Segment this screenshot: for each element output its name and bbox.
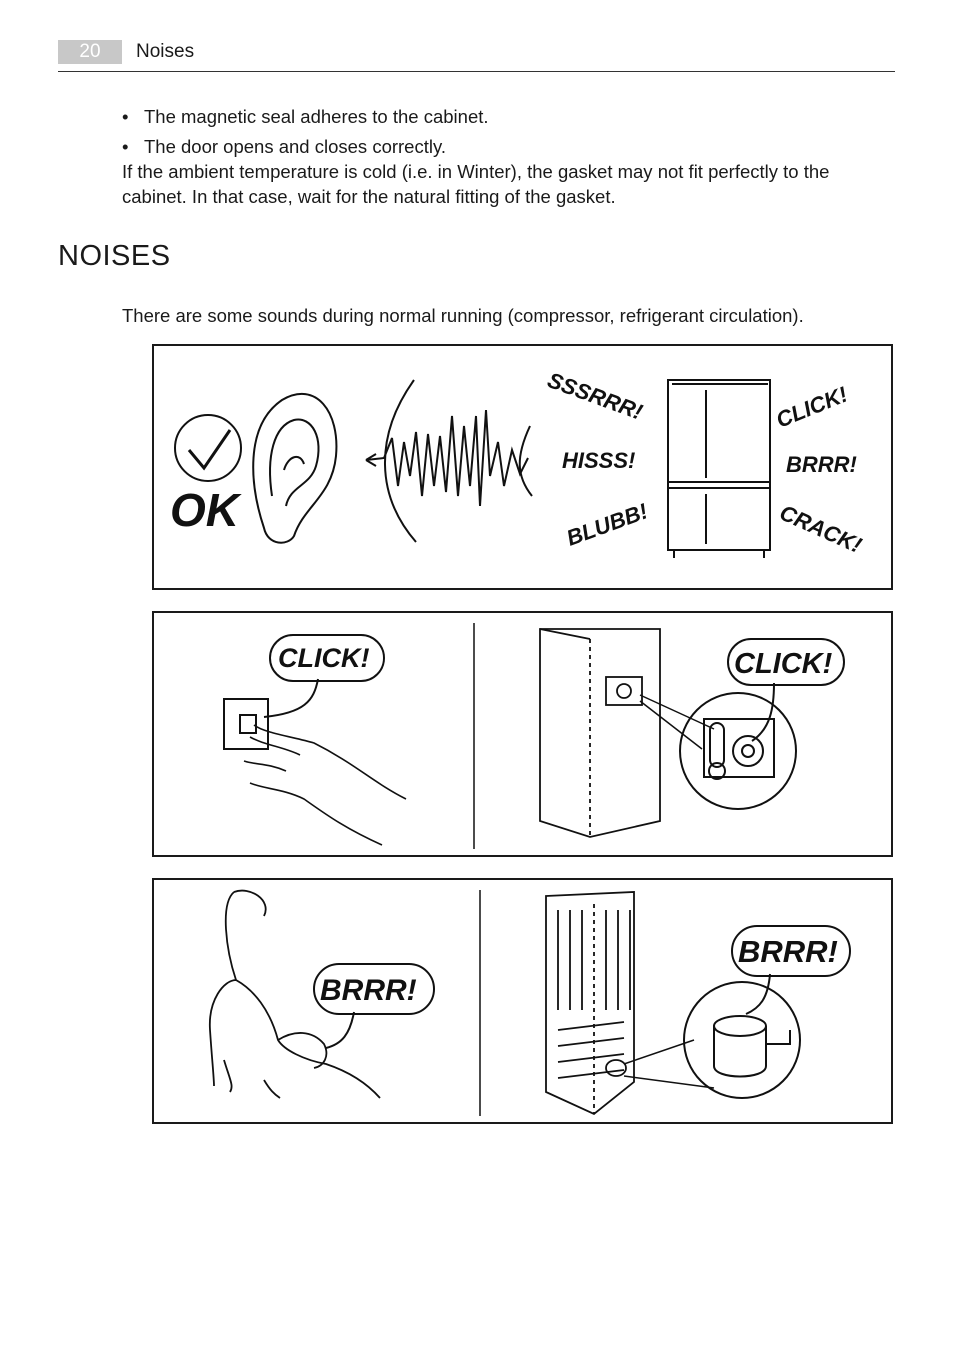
intro-paragraph: There are some sounds during normal running (compressor, refrigerant circulation). [122,305,804,326]
sound-hisss: HISSS! [562,448,636,473]
click-bubble-right: CLICK! [734,648,833,680]
section-title: NOISES [58,240,171,272]
compressor-zoom-icon [684,982,800,1098]
header-section-title: Noises [136,41,195,62]
gasket-note: If the ambient temperature is cold (i.e. in Winter), the gasket may not fit perfectly to the cabinet. In that case, wait for the natural fitting of the gasket. [122,161,830,207]
fridge-freezer-icon [668,380,770,558]
bullet-list [122,104,892,209]
click-bubble-left: CLICK! [278,643,370,673]
noises-ok-illustration [152,344,893,590]
bullet-item: • The magnetic seal adheres to the cabinet. [122,104,892,129]
sound-crack: CRACK! [775,499,866,558]
page-header [58,40,895,72]
sound-brrr: BRRR! [786,452,857,477]
sound-click: CLICK! [772,381,851,433]
sound-sssrrr: SSSRRR! [544,367,646,425]
fridge-back-icon [546,892,634,1114]
page-number: 20 [58,40,122,64]
bullet-item: • The door opens and closes correctly. [122,134,892,159]
ear-icon [253,394,336,543]
sound-blubb: BLUBB! [563,498,651,551]
fridge-side-icon [540,629,660,837]
click-illustration [152,611,893,857]
ok-check-icon [175,415,241,481]
sound-wave-icon [366,380,532,542]
brrr-illustration [152,878,893,1124]
brrr-bubble-right: BRRR! [738,934,838,969]
thermostat-zoom-icon [680,693,796,809]
brrr-bubble-left: BRRR! [320,974,417,1007]
ok-label: OK [170,484,239,536]
